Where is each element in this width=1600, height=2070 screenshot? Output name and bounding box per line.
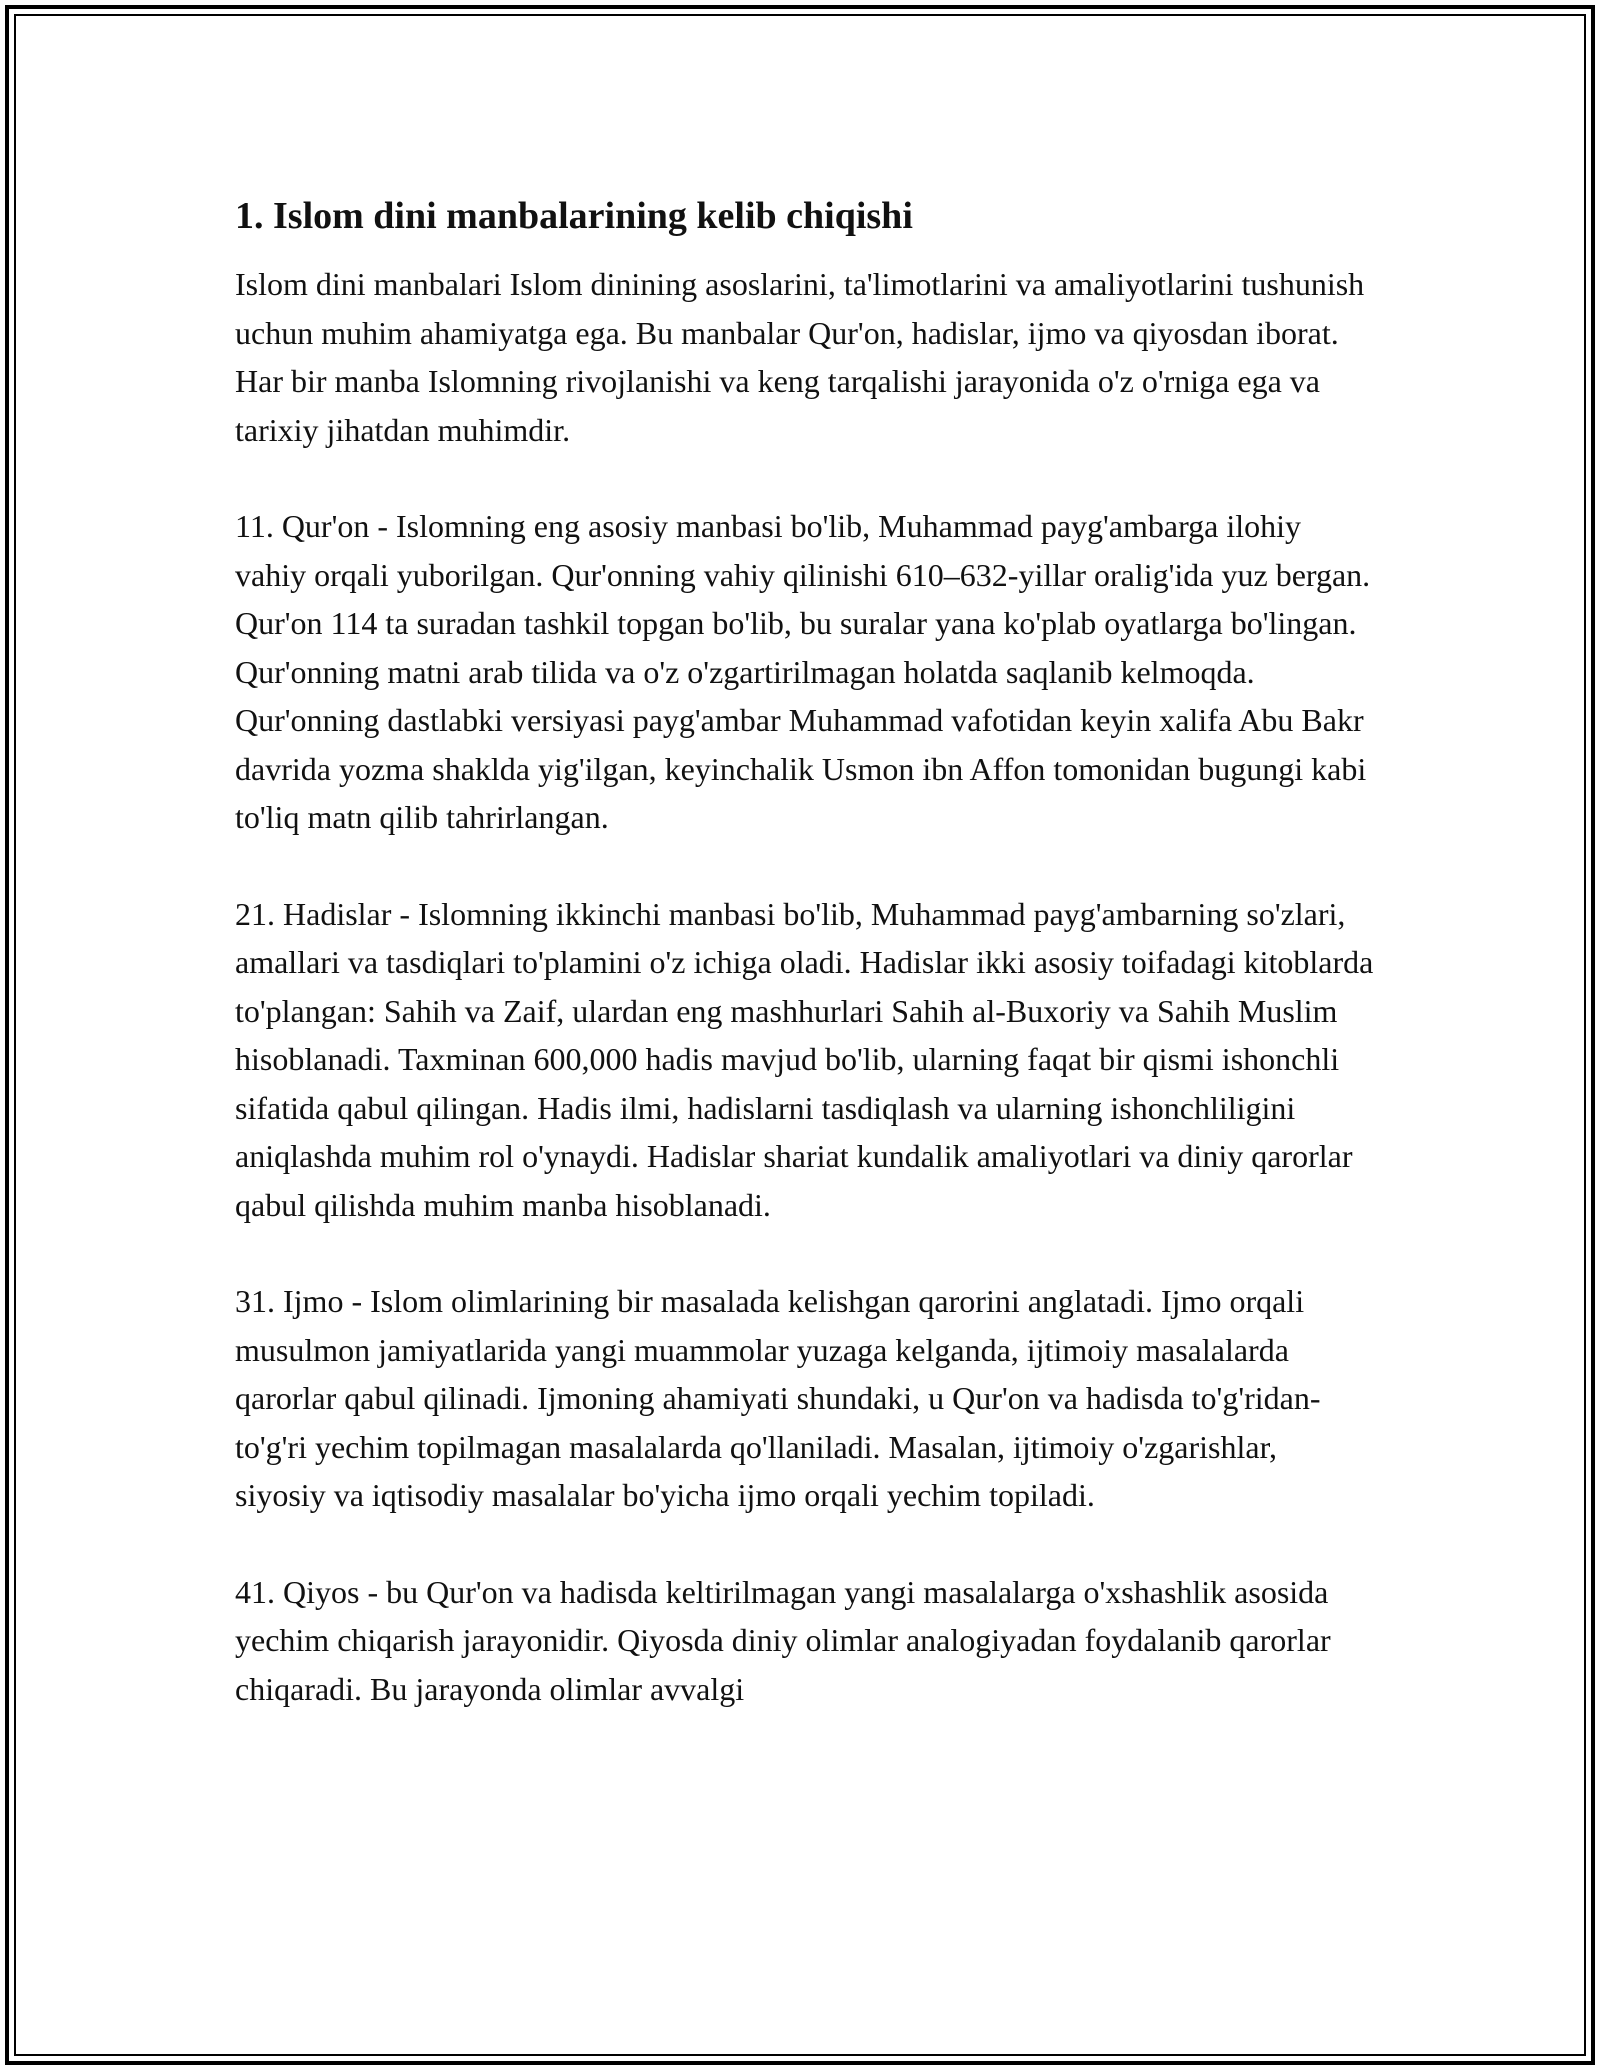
section-heading: 1. Islom dini manbalarining kelib chiqishi — [235, 195, 913, 237]
quran-paragraph: 11. Qur'on - Islomning eng asosiy manbasi bo'lib, Muhammad payg'ambarga ilohiy vahiy orqali yuborilgan. Qur'onning vahiy qilinishi 610–632-yillar oralig'ida yuz bergan. Qur'on 114 ta suradan tashkil topgan bo'lib, bu suralar yana ko'plab oyatlarga bo'lingan. Qur'onning matni arab tilida va o'z o'zgartirilmagan holatda saqlanib kelmoqda. Qur'onning dastlabki versiyasi payg'ambar Muhammad vafotidan keyin xalifa Abu Bakr davrida yozma shaklda yig'ilgan, keyinchalik Usmon ibn Affon tomonidan bugungi kabi to'liq matn qilib tahrirlangan. — [235, 508, 1371, 835]
qiyas-paragraph: 41. Qiyos - bu Qur'on va hadisda keltirilmagan yangi masalalarga o'xshashlik asosida yechim chiqarish jarayonidir. Qiyosda diniy olimlar analogiyadan foydalanib qarorlar chiqaradi. Bu jarayonda olimlar avvalgi — [235, 1573, 1331, 1707]
intro-paragraph: Islom dini manbalari Islom dinining asoslarini, ta'limotlarini va amaliyotlarini tushunish uchun muhim ahamiyatga ega. Bu manbalar Qur'on, hadislar, ijmo va qiyosdan iborat. Har bir manba Islomning rivojlanishi va keng tarqalishi jarayonida o'z o'rniga ega va tarixiy jihatdan muhimdir. — [235, 266, 1365, 448]
hadith-paragraph: 21. Hadislar - Islomning ikkinchi manbasi bo'lib, Muhammad payg'ambarning so'zlari, amallari va tasdiqlari to'plamini o'z ichiga oladi. Hadislar ikki asosiy toifadagi kitoblarda to'plangan: Sahih va Zaif, ulardan eng mashhurlari Sahih al-Buxoriy va Sahih Muslim hisoblanadi. Taxminan 600,000 hadis mavjud bo'lib, ularning faqat bir qismi ishonchli sifatida qabul qilingan. Hadis ilmi, hadislarni tasdiqlash va ularning ishonchliligini aniqlashda muhim rol o'ynaydi. Hadislar shariat kundalik amaliyotlari va diniy qarorlar qabul qilishda muhim manba hisoblanadi. — [235, 895, 1374, 1223]
ijma-paragraph: 31. Ijmo - Islom olimlarining bir masalada kelishgan qarorini anglatadi. Ijmo orqali musulmon jamiyatlarida yangi muammolar yuzaga kelganda, ijtimoiy masalalarda qarorlar qabul qilinadi. Ijmoning ahamiyati shundaki, u Qur'on va hadisda to'g'ridan-to'g'ri yechim topilmagan masalalarda qo'llaniladi. Masalan, ijtimoiy o'zgarishlar, siyosiy va iqtisodiy masalalar bo'yicha ijmo orqali yechim topiladi. — [235, 1283, 1321, 1513]
document-body — [235, 190, 1375, 1713]
